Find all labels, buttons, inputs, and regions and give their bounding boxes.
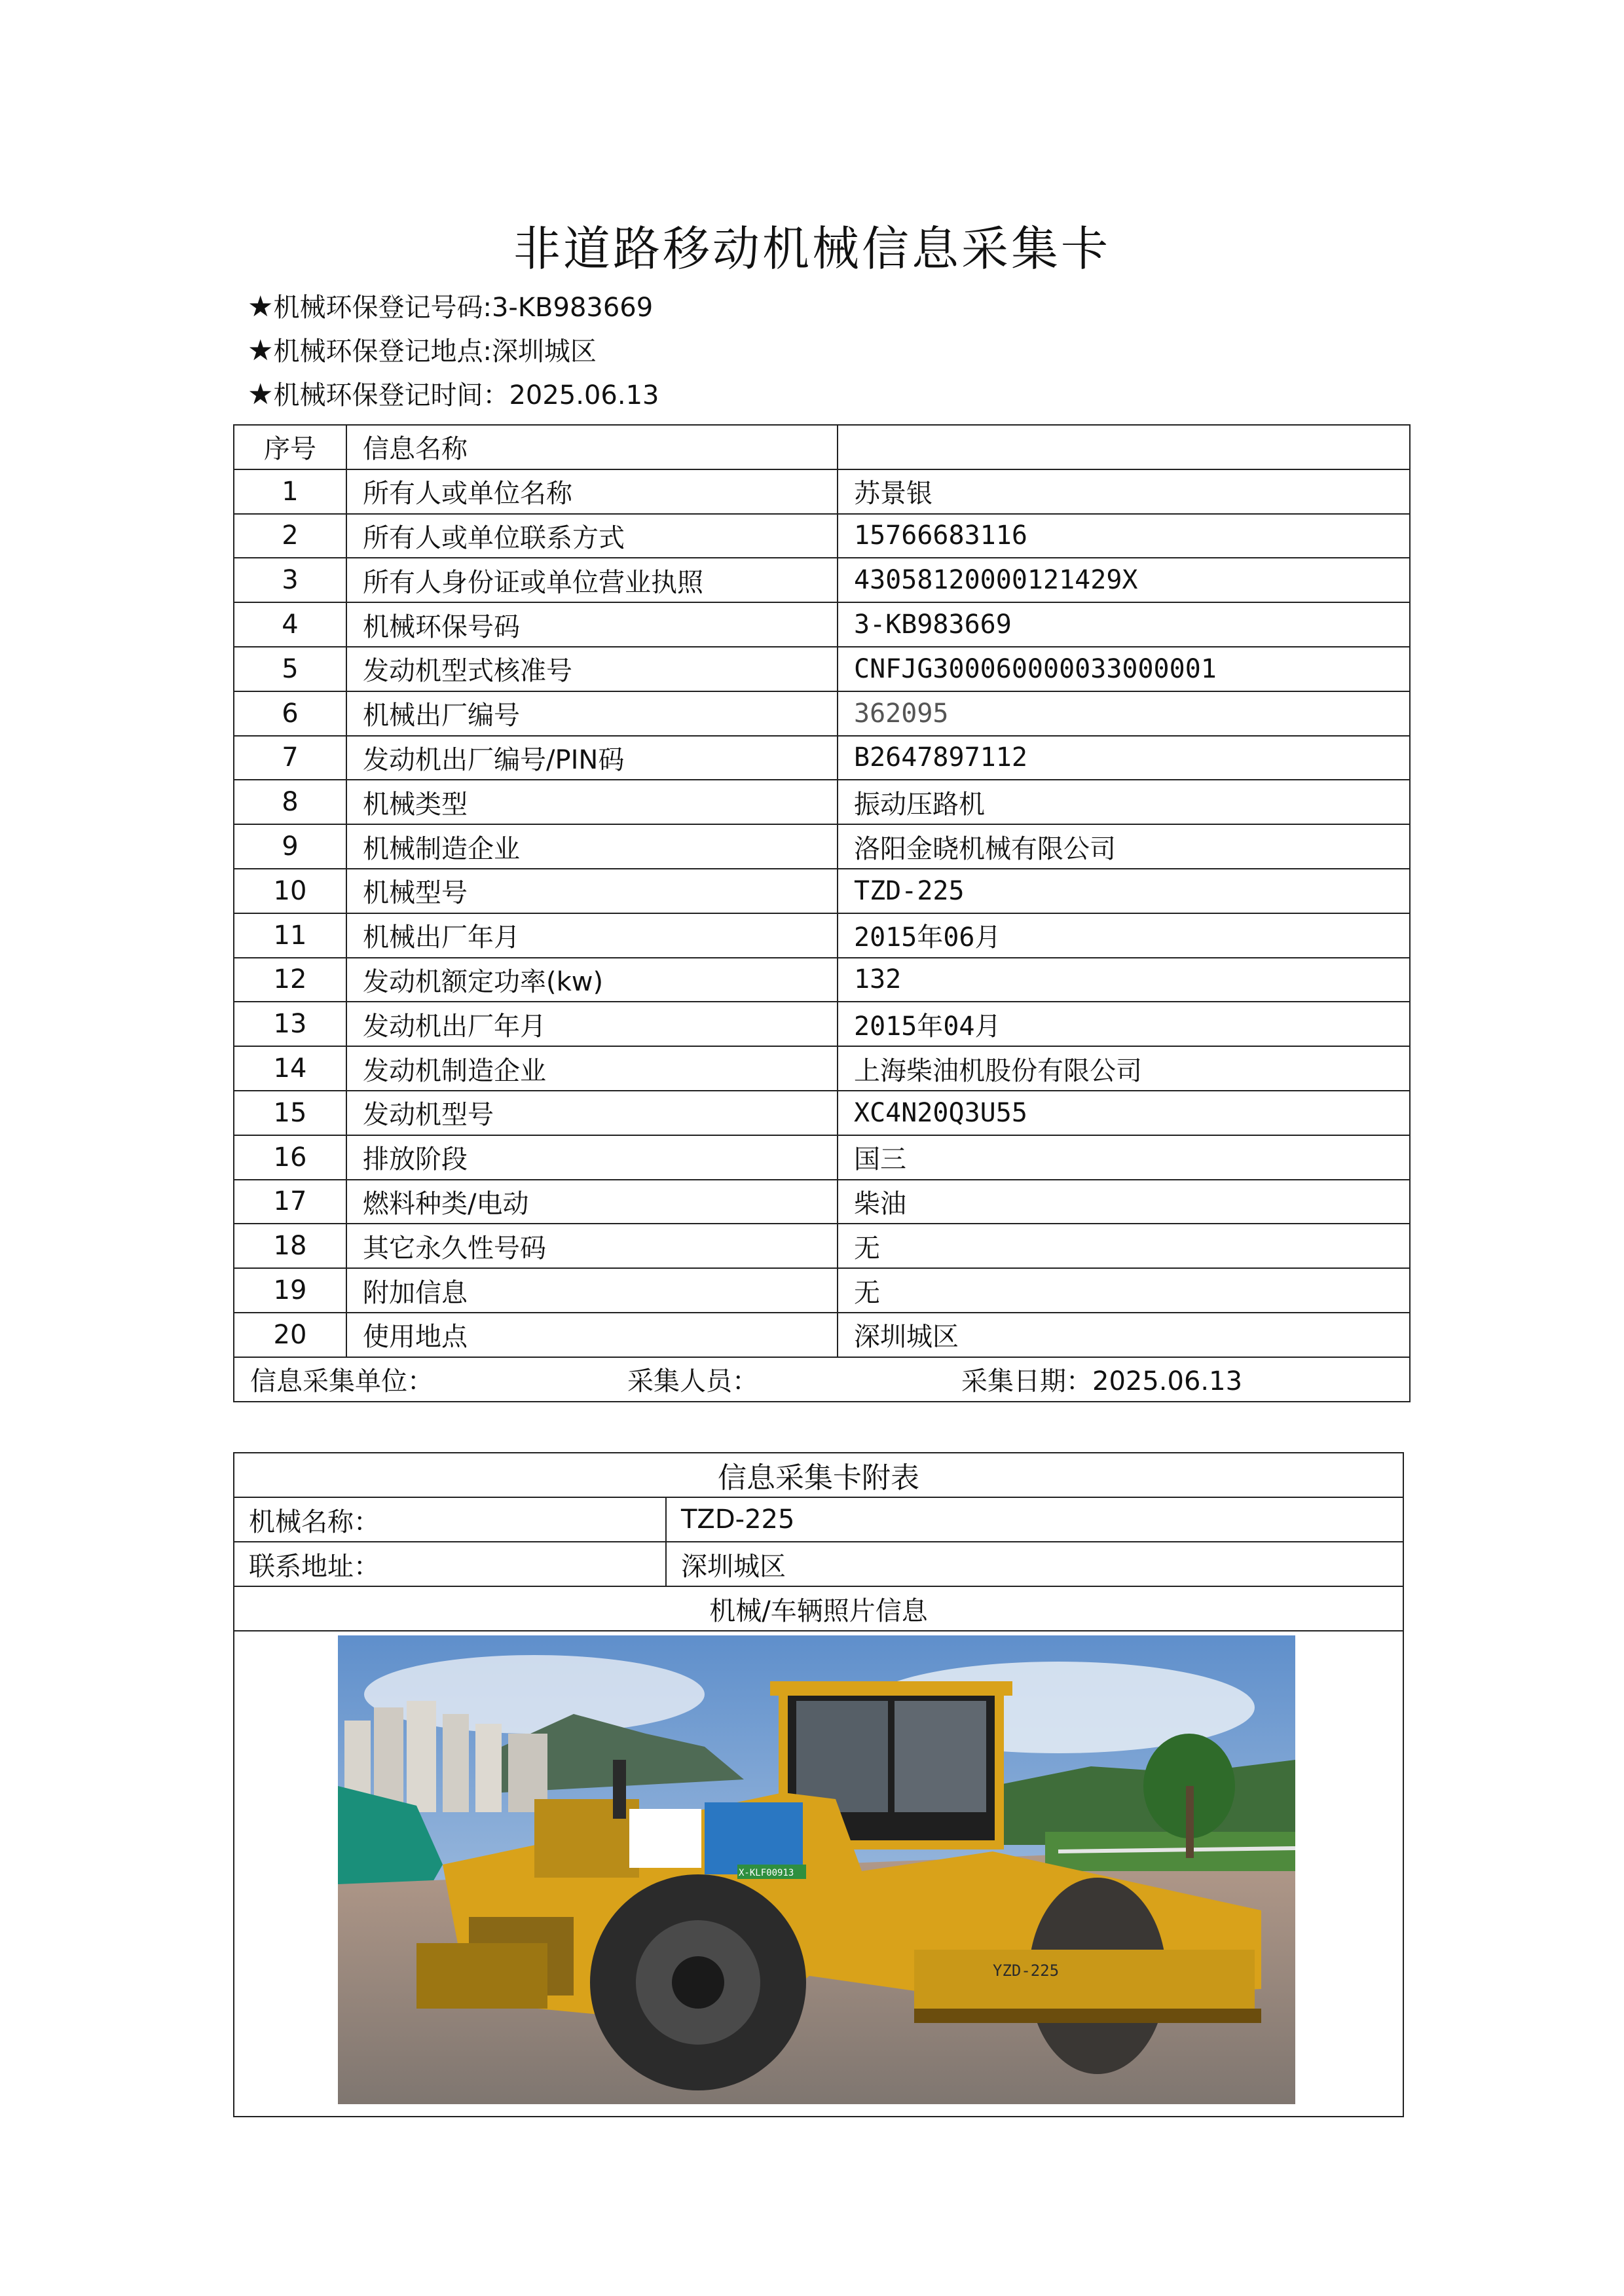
table-row (234, 1268, 1410, 1313)
row-field-name: 机械出厂年月 (346, 913, 838, 958)
row-field-name: 发动机额定功率(kw) (346, 958, 838, 1002)
row-field-value: 15766683116 (838, 514, 1410, 558)
appendix-table (233, 1452, 1404, 2117)
registration-time-label: 机械环保登记时间： (273, 380, 509, 410)
table-row (234, 469, 1410, 514)
row-field-value: 柴油 (838, 1180, 1410, 1224)
table-row (234, 736, 1410, 780)
row-seq: 12 (234, 958, 346, 1002)
registration-time-value: 2025.06.13 (509, 380, 659, 410)
row-field-name: 发动机型式核准号 (346, 647, 838, 691)
row-field-value: 无 (838, 1268, 1410, 1313)
table-row (234, 1002, 1410, 1046)
row-seq: 10 (234, 869, 346, 913)
row-field-value: 2015年04月 (838, 1002, 1410, 1046)
table-row (234, 869, 1410, 913)
table-row (234, 1224, 1410, 1268)
star-icon: ★ (248, 334, 274, 367)
row-seq: 15 (234, 1091, 346, 1135)
appendix-title: 信息采集卡附表 (234, 1453, 1403, 1497)
row-seq: 8 (234, 780, 346, 824)
row-seq: 16 (234, 1135, 346, 1180)
star-icon: ★ (248, 290, 274, 323)
collection-date (961, 1360, 1242, 1398)
table-row (234, 1135, 1410, 1180)
table-row (234, 1180, 1410, 1224)
drum-model-text: YZD-225 (993, 1961, 1060, 1980)
row-seq: 6 (234, 691, 346, 736)
row-field-value: 362095 (838, 691, 1410, 736)
row-field-value: 振动压路机 (838, 780, 1410, 824)
row-seq: 5 (234, 647, 346, 691)
row-field-value: B2647897112 (838, 736, 1410, 780)
machine-name-label: 机械名称： (234, 1497, 666, 1542)
column-header-seq: 序号 (234, 425, 346, 469)
row-field-name: 机械类型 (346, 780, 838, 824)
row-field-name: 机械型号 (346, 869, 838, 913)
row-field-name: 发动机出厂年月 (346, 1002, 838, 1046)
row-field-name: 所有人或单位联系方式 (346, 514, 838, 558)
address-label: 联系地址： (234, 1542, 666, 1586)
photo-cell (234, 1631, 1403, 2117)
row-field-name: 附加信息 (346, 1268, 838, 1313)
row-field-name: 所有人身份证或单位营业执照 (346, 558, 838, 602)
table-row (234, 1046, 1410, 1091)
table-row (234, 780, 1410, 824)
address-value: 深圳城区 (666, 1542, 1403, 1586)
row-seq: 11 (234, 913, 346, 958)
table-row (234, 824, 1410, 869)
row-field-value: CNFJG300060000033000001 (838, 647, 1410, 691)
row-field-value: 无 (838, 1224, 1410, 1268)
photo-section-title: 机械/车辆照片信息 (234, 1586, 1403, 1631)
machine-name-value: TZD-225 (666, 1497, 1403, 1542)
page-title: 非道路移动机械信息采集卡 (513, 221, 1111, 276)
row-field-name: 机械出厂编号 (346, 691, 838, 736)
environmental-plate-text: X-KLF00913 (739, 1868, 794, 1878)
row-field-value: 国三 (838, 1135, 1410, 1180)
row-field-value: 132 (838, 958, 1410, 1002)
row-field-value: 洛阳金晓机械有限公司 (838, 824, 1410, 869)
row-seq: 13 (234, 1002, 346, 1046)
row-field-value: 深圳城区 (838, 1313, 1410, 1357)
table-row (234, 647, 1410, 691)
collector-label: 采集人员： (627, 1366, 758, 1397)
collection-unit-label: 信息采集单位： (250, 1366, 434, 1397)
row-field-name: 机械制造企业 (346, 824, 838, 869)
row-seq: 3 (234, 558, 346, 602)
row-field-name: 发动机出厂编号/PIN码 (346, 736, 838, 780)
row-seq: 2 (234, 514, 346, 558)
table-row (234, 1091, 1410, 1135)
column-header-name: 信息名称 (346, 425, 838, 469)
row-field-value: TZD-225 (838, 869, 1410, 913)
row-seq: 18 (234, 1224, 346, 1268)
row-field-value: 43058120000121429X (838, 558, 1410, 602)
registration-place-label: 机械环保登记地点: (273, 337, 492, 367)
machine-photo (338, 1635, 1295, 2104)
row-seq: 4 (234, 602, 346, 647)
table-row (234, 958, 1410, 1002)
row-field-name: 使用地点 (346, 1313, 838, 1357)
row-seq: 7 (234, 736, 346, 780)
row-field-name: 机械环保号码 (346, 602, 838, 647)
row-field-name: 发动机型号 (346, 1091, 838, 1135)
registration-time-line (248, 374, 659, 412)
row-field-name: 发动机制造企业 (346, 1046, 838, 1091)
table-header-row (234, 425, 1410, 469)
column-header-value (838, 425, 1410, 469)
table-row (234, 1313, 1410, 1357)
registration-place-value: 深圳城区 (491, 337, 597, 367)
collection-date-value: 2025.06.13 (1092, 1366, 1243, 1397)
row-field-name: 所有人或单位名称 (346, 469, 838, 514)
table-row (234, 913, 1410, 958)
table-row (234, 602, 1410, 647)
row-seq: 17 (234, 1180, 346, 1224)
row-field-value: XC4N20Q3U55 (838, 1091, 1410, 1135)
registration-number-value: 3-KB983669 (491, 293, 654, 323)
table-row (234, 514, 1410, 558)
row-seq: 20 (234, 1313, 346, 1357)
road-roller-illustration (338, 1635, 1295, 2104)
row-field-name: 排放阶段 (346, 1135, 838, 1180)
registration-number-label: 机械环保登记号码: (273, 293, 492, 323)
table-footer-row (234, 1357, 1410, 1402)
row-field-name: 燃料种类/电动 (346, 1180, 838, 1224)
info-table (233, 424, 1411, 1402)
row-field-value: 3-KB983669 (838, 602, 1410, 647)
registration-place-line (248, 331, 597, 368)
row-field-value: 上海柴油机股份有限公司 (838, 1046, 1410, 1091)
star-icon: ★ (248, 378, 274, 411)
collection-date-label: 采集日期： (961, 1366, 1092, 1397)
row-seq: 9 (234, 824, 346, 869)
row-field-name: 其它永久性号码 (346, 1224, 838, 1268)
table-row (234, 691, 1410, 736)
registration-number-line (248, 287, 653, 324)
row-field-value: 苏景银 (838, 469, 1410, 514)
row-field-value: 2015年06月 (838, 913, 1410, 958)
row-seq: 19 (234, 1268, 346, 1313)
row-seq: 1 (234, 469, 346, 514)
row-seq: 14 (234, 1046, 346, 1091)
table-row (234, 558, 1410, 602)
